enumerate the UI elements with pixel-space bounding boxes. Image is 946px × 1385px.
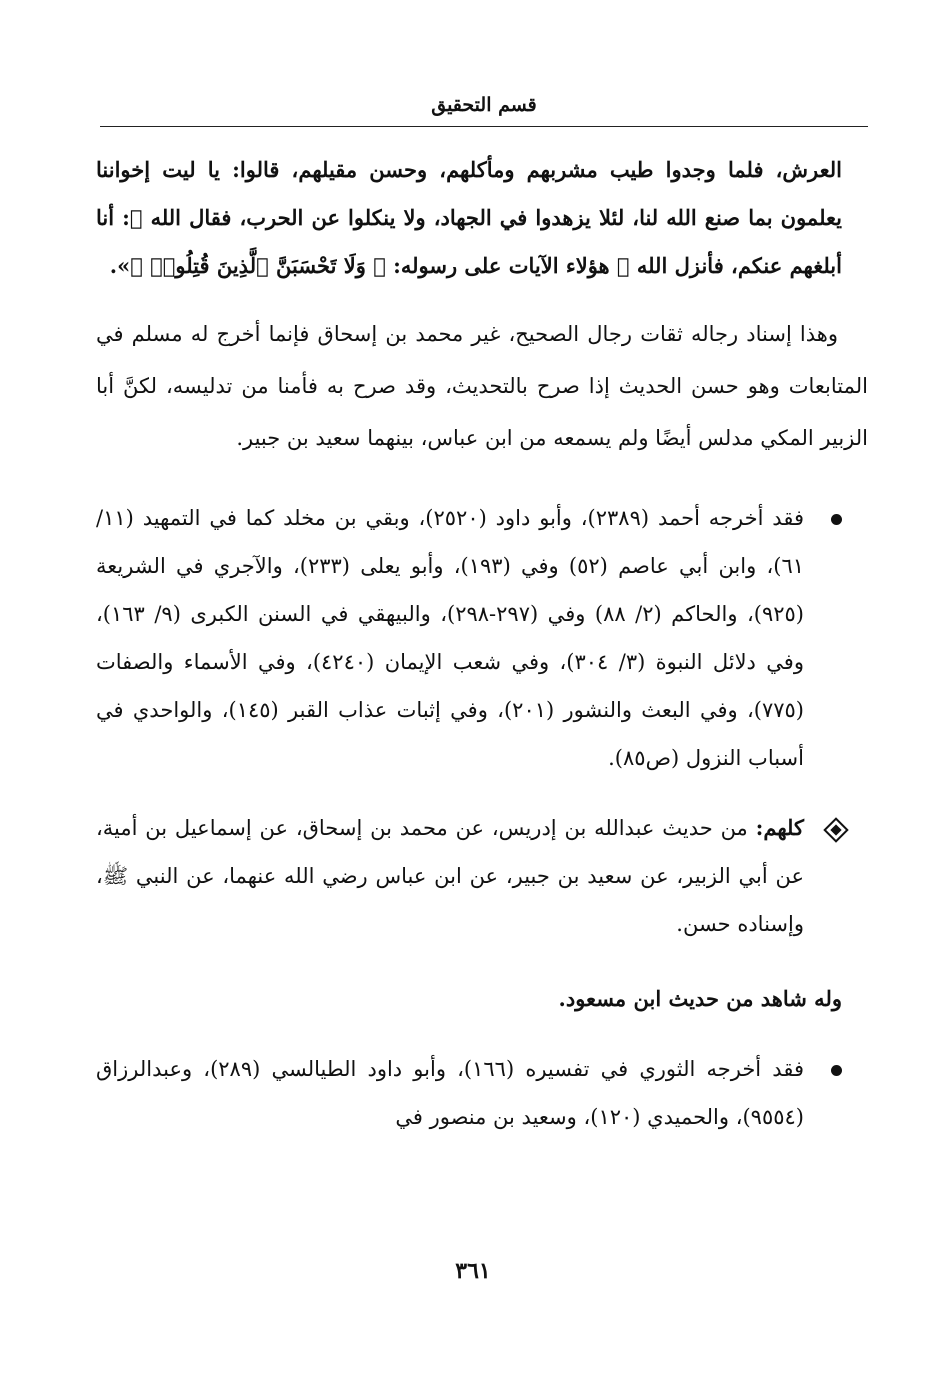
takhrij-text: فقد أخرجه أحمد (٢٣٨٩)، وأبو داود (٢٥٢٠)، وبقي بن مخلد كما في التمهيد (١١/ ٦١)، وابن أبي عاصم (٥٢) وفي (١٩٣)، وأبو يعلى (٢٣٣)، والآجري في الشريعة (٩٢٥)، والحاكم (٢/ ٨٨) وفي (٢٩٧-٢٩٨)، والبيهقي في السنن الكبرى (٩/ ١٦٣)، وفي دلائل النبوة (٣/ ٣٠٤)، وفي شعب الإيمان (٤٢٤٠)، وفي الأسماء والصفات (٧٧٥)، وفي البعث والنشور (٢٠١)، وفي إثبات عذاب القبر (١٤٥)، والواحدي في أسباب النزول (ص٨٥).: [96, 506, 805, 770]
bullet-dot-icon: [804, 494, 868, 542]
page-number: ٣٦١: [455, 1258, 491, 1284]
isnad-paragraph: وهذا إسناد رجاله ثقات رجال الصحيح، غير محمد بن إسحاق فإنما أخرج له مسلم في المتابعات وهو حسن الحديث إذا صرح بالتحديث، وقد صرح به فأمنا من تدليسه، لكنَّ أبا الزبير المكي مدلس أيضًا ولم يسمعه من ابن عباس، بينهما سعيد بن جبير.: [96, 322, 868, 450]
takhrij-list-item: [96, 494, 868, 782]
page-content: [96, 146, 868, 1141]
kalam-list-item: [96, 804, 868, 948]
running-header: [100, 86, 868, 127]
diamond-bullet-icon: [804, 804, 868, 852]
hadith-quote-paragraph: العرش، فلما وجدوا طيب مشربهم ومأكلهم، وحسن مقيلهم، قالوا: يا ليت إخواننا يعلمون بما صنع الله لنا، لئلا يزهدوا في الجهاد، ولا ينكلوا عن الحرب، فقال الله ﷻ: أنا أبلغهم عنكم، فأنزل الله ﷻ هؤلاء الآيات على رسوله: ﴿ وَلَا تَحْسَبَنَّ ٱلَّذِينَ قُتِلُوا۟ ﴾».: [96, 157, 842, 278]
takhrij-text-2: فقد أخرجه الثوري في تفسيره (١٦٦)، وأبو داود الطيالسي (٢٨٩)، وعبدالرزاق (٩٥٥٤)، والحميدي (١٢٠)، وسعيد بن منصور في: [96, 1057, 804, 1129]
header-title: قسم التحقيق: [431, 94, 537, 116]
takhrij-list-item-2: [96, 1045, 868, 1141]
kalam-text-block: [96, 804, 804, 948]
kalam-lead: كلهم:: [755, 815, 804, 840]
shahid-heading: وله شاهد من حديث ابن مسعود.: [558, 986, 842, 1011]
bullet-dot-icon: [804, 1045, 868, 1093]
kalam-text: من حديث عبدالله بن إدريس، عن محمد بن إسحاق، عن إسماعيل بن أمية، عن أبي الزبير، عن سعيد بن جبير، عن ابن عباس رضي الله عنهما، عن النبي ﷺ، وإسناده حسن.: [96, 816, 804, 936]
